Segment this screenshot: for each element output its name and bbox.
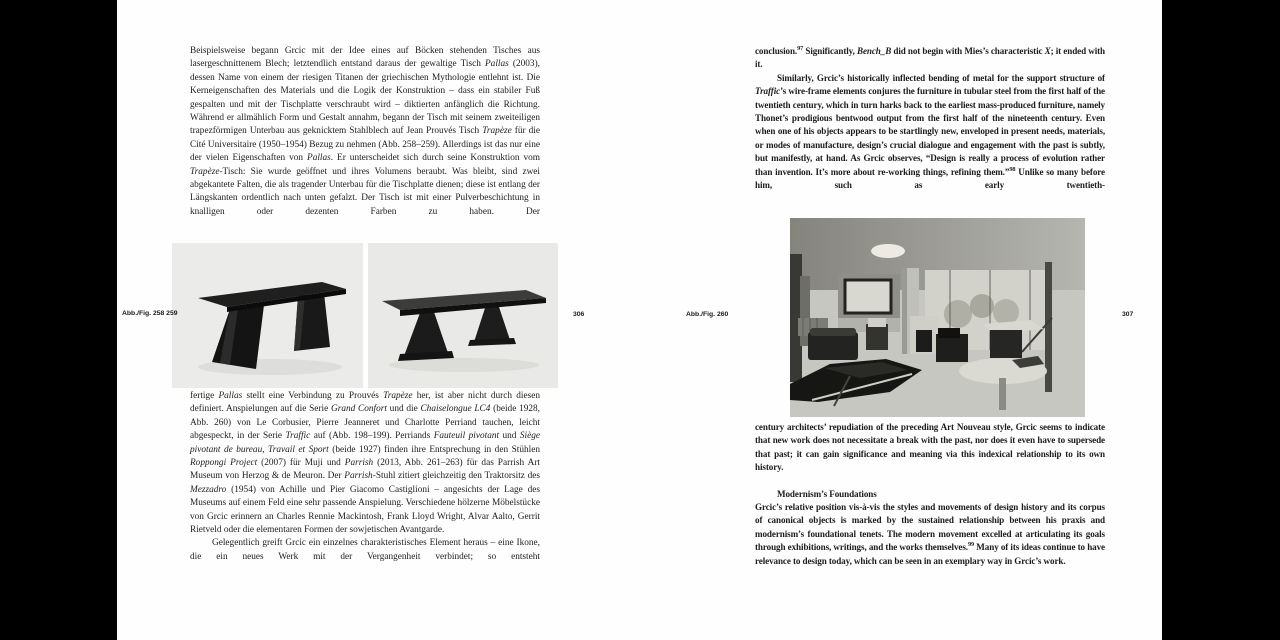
book-spread (117, 0, 1162, 640)
figure-260-interior-photo (790, 218, 1085, 417)
trapeze-table-illustration (368, 243, 558, 388)
paragraph: fertige Pallas stellt eine Verbindung zu Prouvés Trapèze her, ist aber nicht durch diesen definiert. Anspielungen auf die Serie Grand Confort und die Chaiselongue LC4 (beide 1928, Abb. 260) von Le Corbusier, Pierre Jeanneret und Charlotte Perriand tauchen, leicht abgespeckt, in der Serie Traffic auf (Abb. 198–199). Perriands Fauteuil pivotant und Siège pivotant de bureau, Travail et Sport (beide 1927) finden ihre Entsprechung in den Stühlen Roppongi Project (2007) für Muji und Parrish (2013, Abb. 261–263) für das Parrish Art Museum von Herzog & de Meuron. Der Parrish-Stuhl zitiert gleichzeitig den Traktorsitz des Mezzadro (1954) von Achille und Pier Giacomo Castiglioni – angesichts der Lage des Museums auf einem Feld eine sehr passende Anspielung. Verschiedene hölzerne Möbelstücke von Grcic erinnern an Charles Rennie Mackintosh, Frank Lloyd Wright, Alvar Aalto, Gerrit Rietveld oder die elementaren Formen der sowjetischen Avantgarde. (190, 391, 541, 536)
left-page-text-block-2 (190, 390, 540, 564)
paragraph: Similarly, Grcic’s historically inflected bending of metal for the support structure of Traffic’s wire-frame elements conjures the furniture in tubular steel from the first half of the twentieth century, which in turn harks back to the earliest mass-produced furniture, namely Thonet’s prodigious bentwood output from the first half of the nineteenth century. Even when one of his objects appears to be startlingly new, enveloped in present needs, materials, or modes of manufacture, design’s crucial dialogue and engagement with the past is subtly, but manifestly, at hand. As Grcic observes, “Design is really a process of evolution rather than invention. It’s more about re-working things, refining them.”$^{98}$ Unlike so many before him, such as early twentieth- (755, 72, 1105, 191)
page-number-left: 306 (573, 311, 585, 318)
figure-259-trapeze-table (368, 243, 558, 388)
interior-photo-illustration (790, 218, 1085, 417)
left-page-text-block-1 (190, 45, 540, 219)
right-page-text-block-2 (755, 421, 1105, 568)
page-number-right: 307 (1122, 311, 1134, 318)
section-heading: Modernism’s Foundations (777, 488, 877, 499)
paragraph: century architects’ repudiation of the preceding Art Nouveau style, Grcic seems to indicate that new work does not necessitate a break with the past, nor does it even have to supersede that past; it can gain significance and meaning via this indexical relationship to its own history. (755, 422, 1105, 473)
figure-caption-right: Abb./Fig. 260 (686, 311, 729, 318)
figure-258-pallas-table (172, 243, 363, 388)
paragraph: Beispielsweise begann Grcic mit der Idee eines auf Böcken stehenden Tisches aus lasergeschnittenem Blech; letztendlich entstand daraus der gewaltige Tisch Pallas (2003), dessen Name von einem der riesigen Titanen der griechischen Mythologie entlehnt ist. Die Kerneigenschaften des Materials und die Logik der Konstruktion – dass ein stabiler Fuß gespalten und mit der Tischplatte verschraubt wird – diktierten anfänglich die Richtung. Während er allmählich Form und Gestalt annahm, begann der Tisch mit seinem zweiteiligen trapezförmigen Unterbau aus geknicktem Stahlblech auf Jean Prouvés Tisch Trapèze für die Cité Universitaire (1950–1954) Bezug zu nehmen (Abb. 258–259). Allerdings ist das nur eine der vielen Eigenschaften von Pallas. Er unterscheidet sich durch seine Konstruktion vom Trapèze-Tisch: Sie wurde geöffnet und ihres Volumens beraubt. Was bleibt, sind zwei abgekantete Falten, die als tragender Unterbau für die Tischplatte dienen; diese ist entlang der Längskanten ordentlich nach unten gefalzt. Der Tisch ist mit einer Pulverbeschichtung in knalligen oder dezenten Farben zu haben. Der (190, 46, 540, 217)
pallas-table-illustration (172, 243, 363, 388)
paragraph: Gelegentlich greift Grcic ein einzelnes charakteristisches Element heraus – eine Ikone, die ein neues Werk mit der Vergangenheit verbindet; so entsteht (190, 538, 540, 562)
figure-caption-left: Abb./Fig. 258 259 (122, 310, 178, 317)
right-page-text-block-1 (755, 45, 1105, 192)
paragraph: Grcic’s relative position vis-à-vis the styles and movements of design history and its corpus of canonical objects is marked by the sustained relationship between his praxis and modernism’s foundational tenets. The modern movement excelled at articulating its goals through exhibitions, writings, and the works themselves.$^{99}$ Many of its ideas continue to have relevance to design today, which can be seen in an exemplary way in Grcic’s work. (755, 502, 1105, 566)
paragraph: conclusion.$^{97}$ Significantly, Bench_B did not begin with Mies’s characteristic X; it ended with it. (755, 44, 1106, 70)
spacer (755, 475, 1105, 488)
